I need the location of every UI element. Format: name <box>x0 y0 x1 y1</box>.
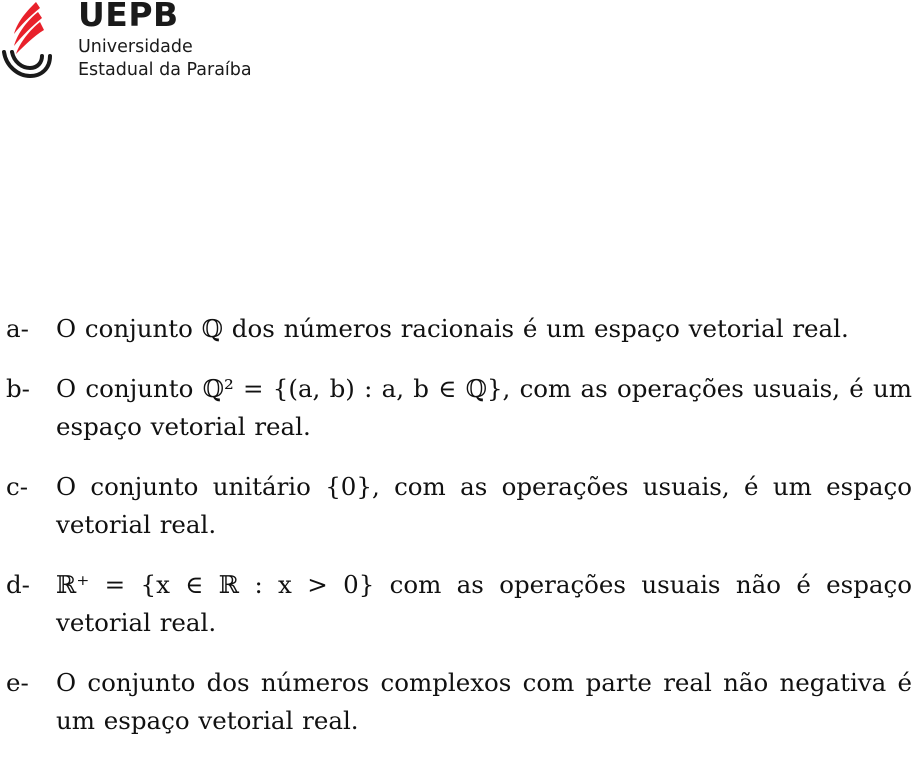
header <box>0 0 300 90</box>
item-label: b- <box>6 374 30 403</box>
list-item <box>0 468 912 544</box>
statement-list <box>0 310 912 762</box>
brand <box>78 0 252 82</box>
uepb-logo-icon <box>0 0 56 82</box>
item-label: d- <box>6 570 30 599</box>
item-text: O conjunto ℚ dos números racionais é um espaço vetorial real. <box>56 314 849 343</box>
item-text: ℝ⁺ = {x ∈ ℝ : x > 0} com as operações usuais não é espaço vetorial real. <box>56 570 912 637</box>
list-item <box>0 310 912 348</box>
item-text: O conjunto unitário {0}, com as operações usuais, é um espaço vetorial real. <box>56 472 912 539</box>
brand-acronym: UEPB <box>78 0 179 34</box>
list-item <box>0 566 912 642</box>
brand-name-line2: Estadual da Paraíba <box>78 60 252 80</box>
item-label: c- <box>6 472 28 501</box>
item-text: O conjunto ℚ² = {(a, b) : a, b ∈ ℚ}, com as operações usuais, é um espaço vetorial real. <box>56 374 912 441</box>
list-item <box>0 370 912 446</box>
list-item <box>0 664 912 740</box>
item-label: a- <box>6 314 29 343</box>
brand-name-line1: Universidade <box>78 37 193 57</box>
item-label: e- <box>6 668 29 697</box>
item-text: O conjunto dos números complexos com parte real não negativa é um espaço vetorial real. <box>56 668 912 735</box>
